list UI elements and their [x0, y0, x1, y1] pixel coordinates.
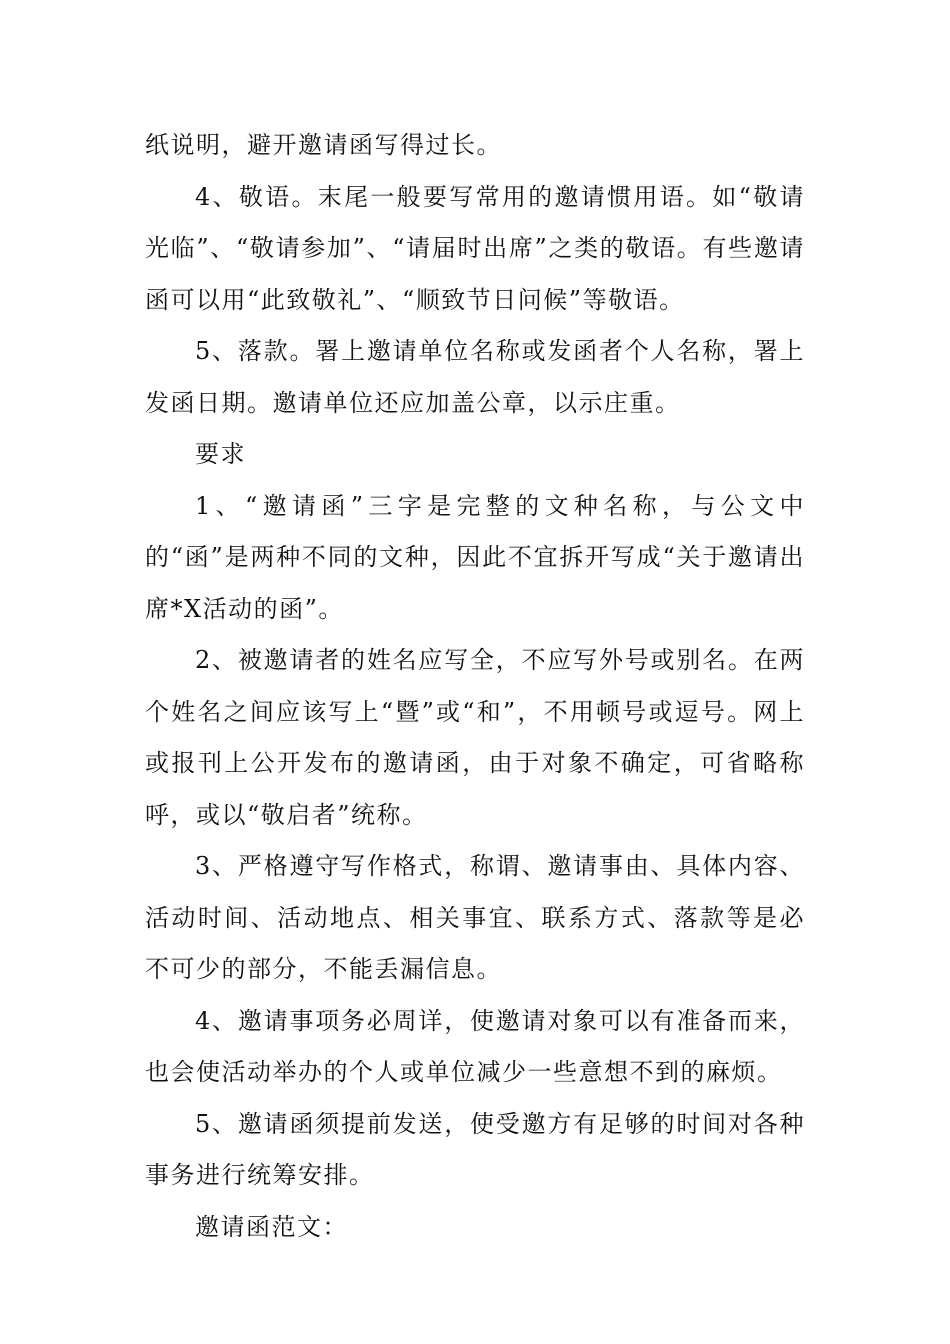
paragraph-continuation: 纸说明，避开邀请函写得过长。	[145, 131, 502, 159]
document-body	[145, 120, 805, 1253]
requirement-item-2: 2、被邀请者的姓名应写全，不应写外号或别名。在两个姓名之间应该写上“暨”或“和”，不用顿号或逗号。网上或报刊上公开发布的邀请函，由于对象不确定，可省略称呼，或以“敬启者”统称。	[145, 646, 805, 829]
section-heading-sample: 邀请函范文：	[195, 1212, 348, 1241]
requirement-item-4: 4、邀请事项务必周详，使邀请对象可以有准备而来，也会使活动举办的个人或单位减少一些意想不到的麻烦。	[145, 1006, 805, 1086]
requirement-item-1: 1、“邀请函”三字是完整的文种名称，与公文中的“函”是两种不同的文种，因此不宜拆开写成“关于邀请出席*X活动的函”。	[145, 491, 805, 623]
paragraph-signature-item-5: 5、落款。署上邀请单位名称或发函者个人名称，署上发函日期。邀请单位还应加盖公章，以示庄重。	[145, 337, 805, 417]
paragraph-salutation-item-4: 4、敬语。末尾一般要写常用的邀请惯用语。如“敬请光临”、“敬请参加”、“请届时出席”之类的敬语。有些邀请函可以用“此致敬礼”、“顺致节日问候”等敬语。	[145, 182, 805, 314]
section-heading-requirements: 要求	[195, 440, 246, 468]
requirement-item-3: 3、严格遵守写作格式，称谓、邀请事由、具体内容、活动时间、活动地点、相关事宜、联系方式、落款等是必不可少的部分，不能丢漏信息。	[145, 852, 805, 983]
requirement-item-5: 5、邀请函须提前发送，使受邀方有足够的时间对各种事务进行统筹安排。	[145, 1109, 805, 1189]
